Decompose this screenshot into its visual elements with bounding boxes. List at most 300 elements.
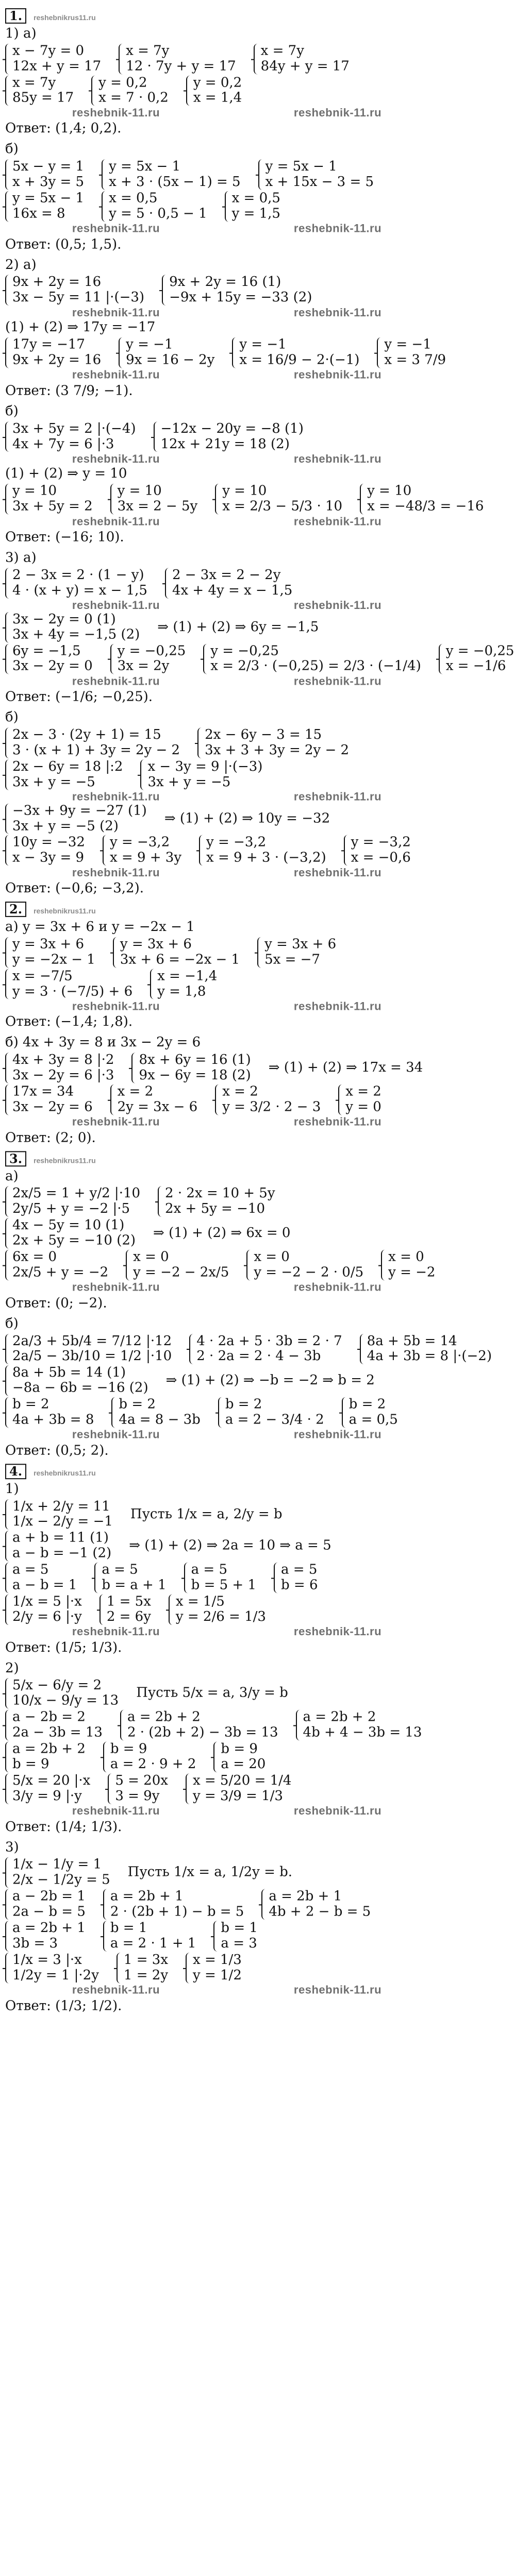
- equation-line: y = −2: [388, 1264, 436, 1280]
- equation-line: x = 2: [222, 1083, 258, 1099]
- equation-lines: [12, 1594, 82, 1625]
- answer-text: Ответ: (0,5; 2).: [5, 1443, 109, 1459]
- equation-lines: [367, 484, 484, 515]
- equation-line: y = 0,2: [193, 75, 242, 90]
- equation-system: [197, 727, 349, 758]
- brace-icon: [5, 1250, 10, 1281]
- equation-system: [257, 937, 336, 968]
- brace-icon: [186, 1773, 191, 1804]
- equation-lines: [110, 1921, 196, 1952]
- equation-lines: [12, 1218, 136, 1249]
- equation-line: 1 = 2y: [123, 1967, 169, 1983]
- equation-lines: [12, 1531, 111, 1562]
- equation-system: [186, 1953, 242, 1984]
- equation-system: [162, 275, 312, 306]
- equation-line: 3/y = 9 |·y: [12, 1788, 82, 1804]
- task-header: [5, 1151, 449, 1167]
- equation-system: [5, 1218, 136, 1249]
- equation-line: y = 3/9 = 1/3: [192, 1788, 283, 1804]
- equation-line: y = 5x − 1: [109, 159, 181, 174]
- equation-line: 3x − 5y = 11 |·(−3): [12, 290, 145, 306]
- solution-row: [5, 43, 449, 74]
- equation-line: y = −1: [239, 336, 287, 352]
- task-number: 2.: [5, 902, 26, 917]
- equation-system: [5, 275, 144, 306]
- equation-line: x = 16/9 − 2·(−1): [239, 352, 360, 368]
- equation-system: [5, 759, 123, 790]
- brace-icon: [5, 643, 10, 674]
- equation-line: 8a + 5b = 14 (1): [12, 1365, 126, 1381]
- equation-line: 5/x = 20 |·x: [12, 1773, 91, 1788]
- task-number: 1.: [5, 8, 26, 24]
- solution-row: [5, 75, 449, 106]
- answer-text: Ответ: (−0,6; −3,2).: [5, 880, 144, 896]
- brace-icon: [338, 1084, 343, 1115]
- equation-lines: [12, 159, 84, 190]
- equation-system: [150, 969, 217, 999]
- equation-text: ⇒ (1) + (2) ⇒ 2a = 10 ⇒ a = 5: [129, 1538, 331, 1553]
- brace-icon: [360, 1334, 365, 1365]
- equation-line: b = 9: [221, 1741, 258, 1757]
- equation-line: 4x + 3y = 8 |·2: [12, 1052, 114, 1068]
- equation-line: 1/x − 1/y = 1: [12, 1857, 102, 1872]
- equation-line: b = 1: [221, 1920, 258, 1936]
- equation-lines: [345, 1084, 382, 1115]
- equation-system: [5, 727, 180, 758]
- equation-line: x = 9 + 3y: [109, 850, 182, 866]
- equation-lines: [239, 337, 359, 368]
- equation-line: 2x + 5y = −10: [165, 1201, 265, 1217]
- equation-lines: [98, 75, 169, 106]
- equation-lines: [12, 75, 74, 106]
- brace-icon: [120, 1710, 125, 1741]
- watermark-row: [5, 791, 449, 802]
- equation-line: 9x − 6y = 18 (2): [139, 1067, 251, 1083]
- answer-text: Ответ: (−16; 10).: [5, 529, 124, 545]
- equation-line: x = 7y: [12, 75, 56, 90]
- equation-line: 3 = 9y: [115, 1788, 160, 1804]
- equation-system: [213, 1921, 258, 1952]
- equation-lines: [281, 1563, 318, 1594]
- watermark: reshebnik-11.ru: [72, 1625, 160, 1638]
- brace-icon: [140, 759, 145, 790]
- equation-line: 3b = 3: [12, 1935, 58, 1951]
- equation-line: y = 3x + 6: [120, 936, 192, 952]
- equation-line: 3x − 2y = 6: [12, 1099, 93, 1115]
- solution-row: [5, 835, 449, 866]
- brace-icon: [218, 1397, 223, 1428]
- equation-system: [338, 1084, 382, 1115]
- equation-lines: [222, 484, 342, 515]
- equation-system: [203, 643, 421, 674]
- task-section: [5, 1464, 449, 2014]
- solution-row: [5, 1921, 449, 1952]
- equation-line: y = −3,2: [109, 834, 170, 850]
- brace-icon: [5, 969, 10, 999]
- equation-system: [5, 1334, 172, 1365]
- equation-line: −3x + 9y = −27 (1): [12, 803, 147, 819]
- equation-text: ⇒ (1) + (2) ⇒ 6y = −1,5: [157, 619, 319, 635]
- equation-lines: [193, 1953, 242, 1984]
- equation-line: 2y/5 + y = −2 |·5: [12, 1201, 130, 1217]
- equation-system: [154, 421, 304, 452]
- equation-lines: [124, 1953, 168, 1984]
- equation-system: [5, 937, 95, 968]
- equation-line: b = 2: [12, 1396, 49, 1412]
- equation-line: y = −3,2: [206, 834, 267, 850]
- equation-line: x = 5/20 = 1/4: [192, 1773, 292, 1788]
- equation-text: Пусть 5/x = a, 3/y = b: [136, 1685, 288, 1701]
- equation-system: [439, 643, 514, 674]
- watermark-small: reshebnikrus11.ru: [34, 907, 96, 915]
- equation-lines: [12, 835, 85, 866]
- solution-row: [5, 1678, 449, 1709]
- equation-lines: [102, 1563, 166, 1594]
- equation-lines: [120, 937, 240, 968]
- equation-line: x = −0,6: [351, 850, 411, 866]
- equation-line: 3x + 5y = 2: [12, 498, 93, 514]
- equation-line: b = 2: [225, 1396, 262, 1412]
- brace-icon: [5, 1084, 10, 1115]
- equation-line: y = 2/6 = 1/3: [175, 1609, 266, 1625]
- brace-icon: [186, 1953, 191, 1984]
- solution-row: [5, 759, 449, 790]
- equation-system: [5, 1953, 99, 1984]
- equation-line: y = 1,8: [157, 983, 206, 999]
- part-label: а) y = 3x + 6 и y = −2x − 1: [5, 919, 195, 935]
- equation-system: [5, 75, 74, 106]
- brace-icon: [5, 1953, 10, 1984]
- equation-lines: [176, 1594, 266, 1625]
- equation-line: 2a − 3b = 13: [12, 1724, 103, 1740]
- watermark: reshebnik-11.ru: [293, 222, 382, 235]
- equation-line: 4x + 7y = 6 |·3: [12, 436, 114, 452]
- equation-lines: [157, 969, 217, 999]
- derivation-line: (1) + (2) ⇒ 17y = −17: [5, 319, 156, 335]
- equation-line: 4x + 4y = x − 1,5: [172, 582, 293, 598]
- equation-line: 2x/5 + y = −2: [12, 1264, 109, 1280]
- equation-lines: [12, 1563, 77, 1594]
- watermark: reshebnik-11.ru: [293, 1115, 382, 1128]
- equation-line: y = 5 · 0,5 − 1: [109, 206, 207, 222]
- equation-line: b = 2: [119, 1396, 156, 1412]
- equation-system: [113, 937, 240, 968]
- equation-line: 2 · (2b + 2) − 3b = 13: [127, 1724, 278, 1740]
- equation-system: [119, 337, 214, 368]
- equation-lines: [133, 1250, 229, 1281]
- equation-line: −9x + 15y = −33 (2): [169, 290, 312, 306]
- equation-system: [126, 1250, 229, 1281]
- brace-icon: [119, 337, 124, 368]
- brace-icon: [111, 1397, 117, 1428]
- equation-line: 5x = −7: [264, 952, 320, 968]
- brace-icon: [5, 1678, 10, 1709]
- equation-line: x = 7 · 0,2: [98, 90, 169, 106]
- solution-row: [5, 1218, 449, 1249]
- equation-line: 1/x − 2/y = −1: [12, 1514, 113, 1530]
- equation-line: 4b + 4 − 3b = 13: [303, 1724, 422, 1740]
- equation-lines: [118, 1084, 198, 1115]
- watermark-row: [5, 307, 449, 318]
- brace-icon: [274, 1563, 279, 1594]
- equation-line: a − 2b = 1: [12, 1888, 86, 1904]
- answer-text: Ответ: (1,4; 0,2).: [5, 121, 122, 137]
- equation-lines: [12, 421, 136, 452]
- equation-lines: [12, 937, 95, 968]
- equation-line: a − 2b = 2: [12, 1709, 86, 1725]
- equation-line: 2 · (2b + 1) − b = 5: [110, 1904, 244, 1920]
- brace-icon: [225, 191, 230, 222]
- watermark: reshebnik-11.ru: [72, 452, 160, 465]
- equation-system: [110, 643, 186, 674]
- equation-lines: [206, 835, 326, 866]
- equation-line: x = −7/5: [12, 968, 73, 984]
- watermark-row: [5, 1116, 449, 1127]
- equation-system: [184, 1563, 256, 1594]
- equation-lines: [127, 1710, 278, 1741]
- equation-lines: [446, 643, 514, 674]
- equation-system: [360, 1334, 492, 1365]
- brace-icon: [5, 1053, 10, 1083]
- equation-system: [5, 484, 93, 515]
- equation-lines: [12, 337, 101, 368]
- equation-line: 3x + 3 + 3y = 2y − 2: [205, 742, 350, 758]
- equation-lines: [12, 1773, 90, 1804]
- brace-icon: [213, 1921, 219, 1952]
- equation-line: 3x + 6 = −2x − 1: [120, 952, 240, 968]
- equation-line: 2x + 5y = −10 (2): [12, 1232, 136, 1248]
- brace-icon: [5, 191, 10, 222]
- solution-row: [5, 159, 449, 190]
- brace-icon: [439, 643, 444, 674]
- solution-row: [5, 1710, 449, 1741]
- equation-text: ⇒ (1) + (2) ⇒ 10y = −32: [164, 810, 330, 826]
- watermark: reshebnik-11.ru: [293, 1625, 382, 1638]
- brace-icon: [94, 1563, 100, 1594]
- task-number: 3.: [5, 1151, 26, 1166]
- equation-lines: [165, 1187, 275, 1217]
- equation-line: a = 2b + 1: [12, 1920, 86, 1936]
- answer-text: Ответ: (0,5; 1,5).: [5, 236, 122, 252]
- equation-line: y = 0: [345, 1099, 382, 1115]
- part-label: 3) а): [5, 550, 37, 566]
- brace-icon: [360, 484, 365, 515]
- brace-icon: [5, 1889, 10, 1920]
- brace-icon: [5, 937, 10, 968]
- equation-lines: [110, 835, 181, 866]
- equation-line: 2x − 3 · (2y + 1) = 15: [12, 727, 161, 743]
- equation-line: 2a − b = 5: [12, 1904, 86, 1920]
- equation-lines: [225, 1397, 324, 1428]
- equation-line: a = 2 · 1 + 1: [110, 1935, 196, 1951]
- equation-system: [215, 1084, 321, 1115]
- brace-icon: [150, 969, 155, 999]
- brace-icon: [5, 1397, 10, 1428]
- equation-line: 2x/5 = 1 + y/2 |·10: [12, 1185, 141, 1201]
- equation-lines: [107, 1594, 151, 1625]
- equation-line: 3x = 2y: [117, 658, 170, 674]
- equation-line: x = 7y: [126, 43, 170, 59]
- equation-lines: [169, 275, 312, 306]
- watermark: reshebnik-11.ru: [72, 1115, 160, 1128]
- equation-line: 3x + y = −5: [147, 774, 231, 790]
- equation-lines: [205, 727, 349, 758]
- watermark-small: reshebnikrus11.ru: [34, 1156, 96, 1164]
- brace-icon: [5, 75, 10, 106]
- equation-line: y = −0,25: [210, 643, 279, 659]
- equation-line: b = 9: [12, 1756, 49, 1772]
- equation-line: 2a/3 + 5b/4 = 7/12 |·12: [12, 1333, 172, 1349]
- equation-system: [165, 568, 292, 599]
- equation-line: 1/x + 2/y = 11: [12, 1498, 110, 1514]
- task-header: [5, 902, 449, 918]
- watermark: reshebnik-11.ru: [72, 1428, 160, 1441]
- equation-line: x − 7y = 0: [12, 43, 85, 59]
- equation-line: 4a = 8 − 3b: [119, 1412, 201, 1428]
- solution-row: [5, 1333, 492, 1365]
- equation-lines: [110, 1889, 244, 1920]
- equation-system: [218, 1397, 324, 1428]
- solution-row: [5, 1773, 449, 1804]
- watermark-row: [5, 675, 449, 687]
- equation-system: [158, 1187, 275, 1217]
- equation-line: 10y = −32: [12, 834, 85, 850]
- watermark: reshebnik-11.ru: [72, 1983, 160, 1996]
- solution-row: [5, 1857, 449, 1888]
- brace-icon: [213, 1741, 219, 1772]
- equation-line: a = 2b + 1: [269, 1888, 342, 1904]
- watermark: reshebnik-11.ru: [72, 222, 160, 235]
- brace-icon: [254, 43, 259, 74]
- equation-lines: [12, 1678, 119, 1709]
- equation-line: x − 3y = 9 |·(−3): [147, 758, 263, 774]
- brace-icon: [246, 1250, 252, 1281]
- equation-lines: [12, 275, 144, 306]
- equation-text: ⇒ (1) + (2) ⇒ 17x = 34: [268, 1060, 423, 1075]
- brace-icon: [261, 1889, 267, 1920]
- equation-lines: [126, 43, 236, 74]
- equation-line: x = 2: [345, 1083, 382, 1099]
- equation-line: 12 · 7y + y = 17: [126, 58, 236, 74]
- equation-lines: [221, 1921, 258, 1952]
- equation-line: x = −48/3 = −16: [367, 498, 484, 514]
- equation-line: 10/x − 9/y = 13: [12, 1693, 119, 1709]
- equation-line: b = 2: [349, 1396, 386, 1412]
- brace-icon: [296, 1710, 301, 1741]
- brace-icon: [100, 1594, 105, 1625]
- watermark: reshebnik-11.ru: [72, 999, 160, 1013]
- watermark: reshebnik-11.ru: [293, 1280, 382, 1294]
- brace-icon: [232, 337, 237, 368]
- equation-line: x = 1,4: [193, 90, 242, 106]
- equation-line: 4b + 2 − b = 5: [269, 1904, 371, 1920]
- equation-system: [102, 159, 241, 190]
- watermark: reshebnik-11.ru: [293, 674, 382, 688]
- part-label: б): [5, 709, 19, 725]
- equation-lines: [147, 759, 262, 790]
- equation-lines: [12, 1857, 110, 1888]
- equation-line: y = 10: [12, 483, 57, 499]
- task-header: [5, 8, 449, 24]
- solution-row: [5, 1594, 449, 1625]
- brace-icon: [5, 1563, 10, 1594]
- solution-row: [5, 1053, 449, 1083]
- watermark-row: [5, 1001, 449, 1012]
- equation-line: 2 · 2a = 2 · 4 − 3b: [196, 1348, 321, 1364]
- derivation-line: (1) + (2) ⇒ y = 10: [5, 466, 127, 482]
- watermark: reshebnik-11.ru: [72, 106, 160, 119]
- brace-icon: [5, 803, 10, 834]
- equation-line: 85y = 17: [12, 90, 74, 106]
- watermark-row: [5, 1805, 449, 1817]
- equation-lines: [269, 1889, 371, 1920]
- equation-lines: [12, 1741, 86, 1772]
- equation-line: 8x + 6y = 16 (1): [139, 1052, 251, 1068]
- equation-line: x − 3y = 9: [12, 850, 85, 866]
- equation-line: 3x − 2y = 6 |·3: [12, 1067, 114, 1083]
- brace-icon: [5, 1921, 10, 1952]
- solution-row: [5, 803, 449, 834]
- brace-icon: [5, 1710, 10, 1741]
- equation-lines: [12, 43, 101, 74]
- equation-line: b = 6: [281, 1577, 318, 1593]
- brace-icon: [5, 43, 10, 74]
- equation-line: x + 3y = 5: [12, 174, 85, 190]
- equation-lines: [384, 337, 446, 368]
- equation-line: x = 2/3 · (−0,25) = 2/3 · (−1/4): [210, 658, 421, 674]
- equation-line: y = 0,2: [98, 75, 147, 90]
- watermark: reshebnik-11.ru: [293, 515, 382, 528]
- equation-lines: [12, 1953, 99, 1984]
- equation-line: 2a/5 − 3b/10 = 1/2 |·10: [12, 1348, 172, 1364]
- answer-text: Ответ: (−1,4; 1,8).: [5, 1014, 133, 1030]
- equation-system: [215, 484, 342, 515]
- brace-icon: [5, 1218, 10, 1249]
- equation-lines: [12, 643, 93, 674]
- equation-lines: [12, 1084, 93, 1115]
- equation-lines: [303, 1710, 422, 1741]
- equation-system: [5, 1889, 86, 1920]
- solution-row: [5, 421, 449, 452]
- watermark: reshebnik-11.ru: [293, 1804, 382, 1817]
- watermark: reshebnik-11.ru: [293, 866, 382, 879]
- equation-system: [111, 1397, 200, 1428]
- equation-line: x = 0: [133, 1249, 169, 1265]
- solution-row: [5, 643, 514, 674]
- equation-line: 5x − y = 1: [12, 159, 85, 174]
- equation-line: 2 − 3x = 2 − 2y: [172, 567, 281, 583]
- watermark-row: [5, 369, 449, 380]
- equation-line: 3 · (x + 1) + 3y = 2y − 2: [12, 742, 180, 758]
- part-label: 2): [5, 1660, 19, 1676]
- equation-lines: [222, 1084, 321, 1115]
- equation-lines: [139, 1053, 251, 1083]
- equation-system: [199, 835, 326, 866]
- equation-line: x = −1,4: [157, 968, 218, 984]
- equation-system: [120, 1710, 278, 1741]
- brace-icon: [215, 1084, 220, 1115]
- watermark-row: [5, 1429, 449, 1440]
- watermark: reshebnik-11.ru: [72, 599, 160, 612]
- equation-text: Пусть 1/x = a, 1/2y = b.: [127, 1864, 293, 1880]
- brace-icon: [126, 1250, 131, 1281]
- equation-line: 17x = 34: [12, 1083, 74, 1099]
- solution-row: [5, 969, 449, 999]
- equation-line: a = 2b + 2: [12, 1741, 86, 1757]
- equation-text: ⇒ (1) + (2) ⇒ −b = −2 ⇒ b = 2: [165, 1372, 375, 1388]
- equation-text: Пусть 1/x = a, 2/y = b: [130, 1506, 283, 1522]
- equation-line: x = 1/5: [175, 1594, 225, 1609]
